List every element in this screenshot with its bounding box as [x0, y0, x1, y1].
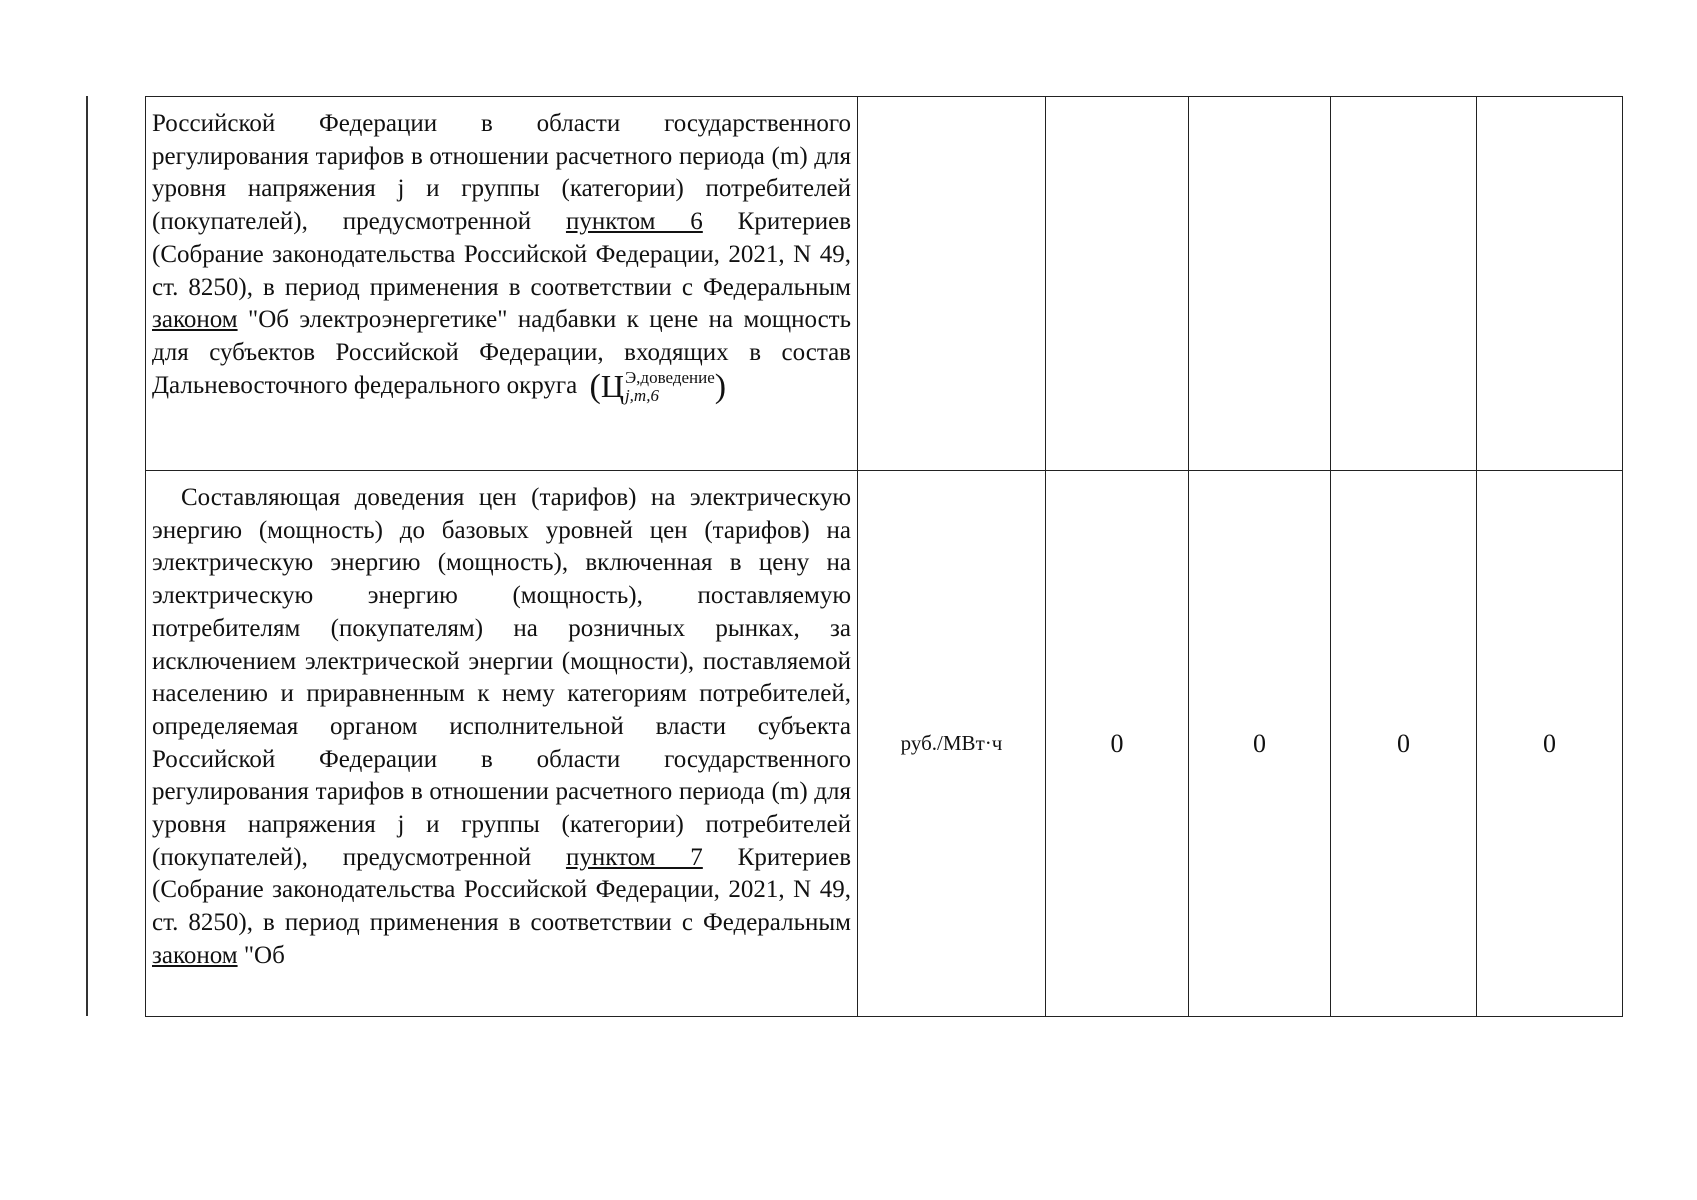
unit-cell [858, 97, 1046, 471]
text-segment: Критериев (Собрание законодательства Российской Федерации, 2021, N 49, ст. 8250), в период применения в соответствии с Федеральным [152, 843, 851, 937]
value-cell [1477, 97, 1623, 471]
table-row [146, 471, 1623, 1017]
description-cell [146, 471, 858, 1017]
formula-open-paren: ( [589, 367, 601, 405]
description-text [152, 108, 851, 409]
text-segment: "Об [237, 941, 285, 969]
description-text [152, 482, 851, 973]
page-margin-line [86, 96, 88, 1016]
formula-subscript: j,m,6 [624, 385, 659, 405]
description-cell [146, 97, 858, 471]
value-cell: 0 [1477, 471, 1623, 1017]
value-cell: 0 [1046, 471, 1189, 1017]
text-segment: "Об электроэнергетике" надбавки к цене на мощность для субъектов Российской Федерации, входящих в состав Дальневосточного федерального округа [152, 306, 851, 399]
text-segment: Составляющая доведения цен (тарифов) на электрическую энергию (мощность) до базовых уровней цен (тарифов) на электрическую энергию (мощность), включенная в цену на электрическую энергию (мощность), поставляемую потребителям (покупателям) на розничных рынках, за исключением электрической энергии (мощности), поставляемой населению и приравненным к нему категориям потребителей, определяемая органом исполнительной власти субъекта Российской Федерации в области государственного регулирования тарифов в отношении расчетного периода (m) для уровня напряжения j и группы (категории) потребителей (покупателей), предусмотренной [152, 484, 851, 871]
table-row [146, 97, 1623, 471]
price-formula [589, 367, 727, 409]
law-link[interactable]: законом [152, 941, 238, 969]
value-cell: 0 [1189, 471, 1331, 1017]
formula-close-paren: ) [714, 367, 727, 405]
point-6-link[interactable]: пунктом 6 [565, 208, 703, 236]
point-7-link[interactable]: пунктом 7 [565, 843, 703, 871]
value-cell [1189, 97, 1331, 471]
tariff-table [145, 96, 1623, 1017]
text-segment: Российской Федерации в области государственного регулирования тарифов в отношении расчетного периода (m) для уровня напряжения j и группы (категории) потребителей (покупателей), предусмотренной [152, 110, 851, 236]
formula-symbol: Ц [600, 367, 624, 404]
value-cell [1046, 97, 1189, 471]
value-cell [1331, 97, 1477, 471]
formula-superscript: Э,доведение [624, 367, 715, 387]
value-cell: 0 [1331, 471, 1477, 1017]
text-segment: Критериев (Собрание законодательства Российской Федерации, 2021, N 49, ст. 8250), в период применения в соответствии с Федеральным [152, 208, 851, 301]
unit-cell: руб./МВт·ч [858, 471, 1046, 1017]
law-link[interactable]: законом [152, 306, 238, 334]
